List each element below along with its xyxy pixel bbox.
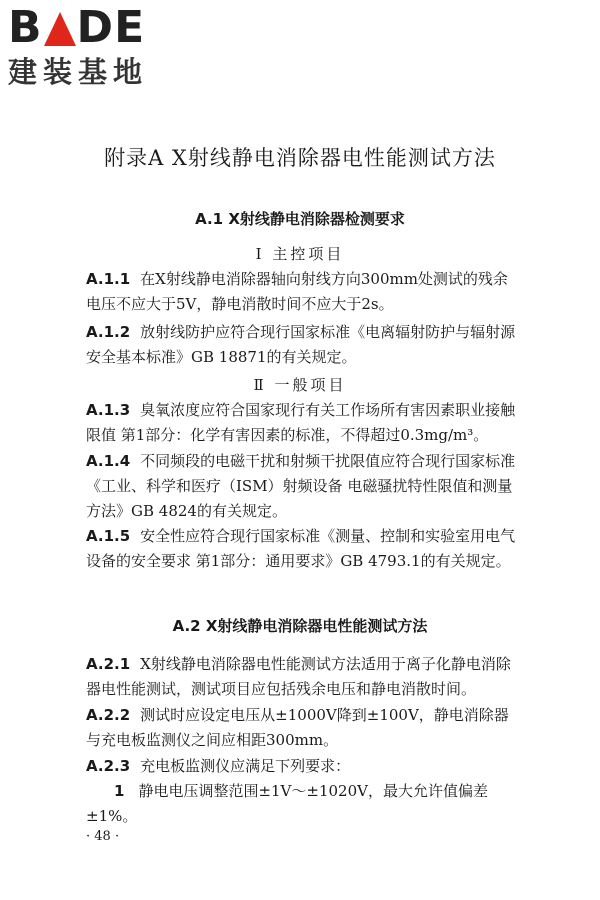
- clause-text: 安全性应符合现行国家标准《测量、控制和实验室用电气设备的安全要求 第1部分：通用要求》GB 4793.1的有关规定。: [86, 527, 516, 570]
- logo-letters-de: DE: [76, 2, 146, 53]
- page-title: 附录A X射线静电消除器电性能测试方法: [104, 146, 496, 170]
- clause-text: X射线静电消除器电性能测试方法适用于离子化静电消除器电性能测试，测试项目应包括残余电压和静电消散时间。: [86, 655, 511, 698]
- clause-number: A.1.2: [86, 323, 131, 341]
- clause-a-2-1: [86, 652, 522, 702]
- subheading-general-items: Ⅱ 一般项目: [253, 376, 347, 394]
- clause-text: 臭氧浓度应符合国家现行有关工作场所有害因素职业接触限值 第1部分：化学有害因素的标准，不得超过0.3mg/m³。: [86, 401, 516, 444]
- logo-wordmark: [8, 4, 183, 52]
- bade-logo: [8, 4, 183, 99]
- section-a1-heading: A.1 X射线静电消除器检测要求: [195, 210, 405, 228]
- logo-triangle-icon: [44, 12, 76, 46]
- subitem-text: 静电电压调整范围±1V～±1020V，最大允许值偏差±1%。: [86, 782, 488, 825]
- subitem-number: 1: [114, 782, 125, 800]
- clause-text: 测试时应设定电压从±1000V降到±100V，静电消除器与充电板监测仪之间应相距300mm。: [86, 706, 509, 749]
- clause-number: A.1.4: [86, 452, 131, 470]
- section-a2-heading: A.2 X射线静电消除器电性能测试方法: [172, 617, 428, 635]
- clause-number: A.2.2: [86, 706, 131, 724]
- clause-a-1-3: [86, 398, 522, 448]
- clause-a-2-3: [86, 754, 522, 779]
- clause-number: A.1.1: [86, 270, 131, 288]
- clause-a-1-2: [86, 320, 522, 370]
- subitem-1: [86, 779, 522, 829]
- clause-number: A.2.1: [86, 655, 131, 673]
- subheading-main-items: Ⅰ 主控项目: [255, 245, 345, 263]
- page-number: · 48 ·: [86, 829, 120, 844]
- clause-a-1-5: [86, 524, 522, 574]
- clause-text: 不同频段的电磁干扰和射频干扰限值应符合现行国家标准《工业、科学和医疗（ISM）射频设备 电磁骚扰特性限值和测量方法》GB 4824的有关规定。: [86, 452, 516, 520]
- clause-number: A.1.3: [86, 401, 131, 419]
- clause-text: 放射线防护应符合现行国家标准《电离辐射防护与辐射源安全基本标准》GB 18871的有关规定。: [86, 323, 516, 366]
- clause-a-2-2: [86, 703, 522, 753]
- clause-number: A.2.3: [86, 757, 131, 775]
- clause-text: 充电板监测仪应满足下列要求：: [140, 757, 351, 775]
- clause-number: A.1.5: [86, 527, 131, 545]
- logo-chinese-text: 建装基地: [8, 55, 149, 89]
- clause-text: 在X射线静电消除器轴向射线方向300mm处测试的残余电压不应大于5V，静电消散时间不应大于2s。: [86, 270, 508, 313]
- clause-a-1-4: [86, 449, 522, 524]
- logo-letter-b: B: [8, 2, 43, 53]
- clause-a-1-1: [86, 267, 522, 317]
